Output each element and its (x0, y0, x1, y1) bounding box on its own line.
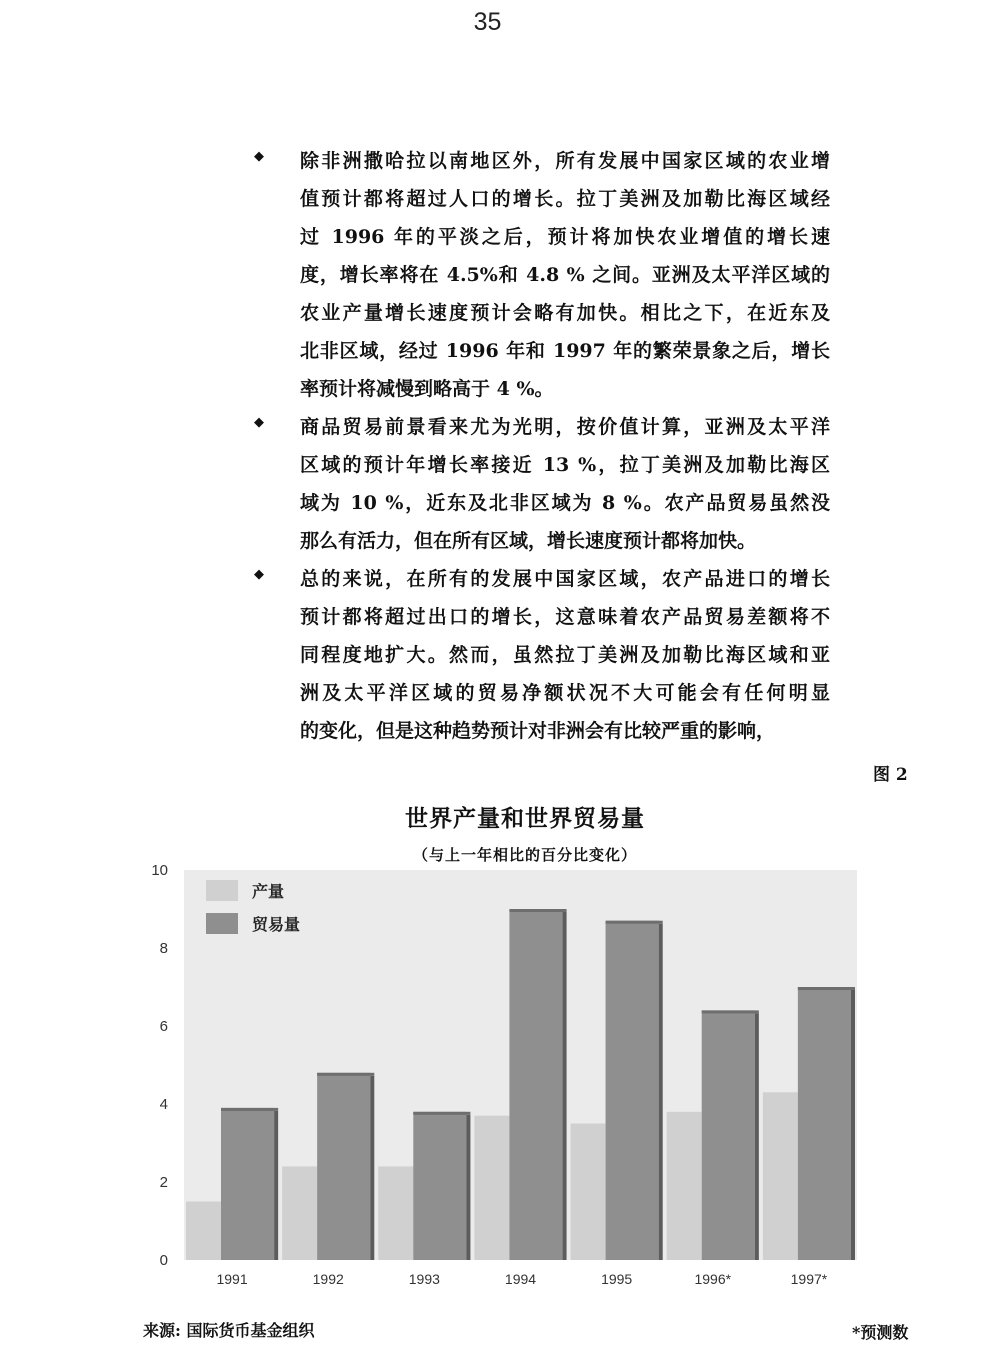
bar-trade-1993 (413, 1112, 466, 1260)
x-tick-label: 1993 (408, 1271, 440, 1287)
paragraph-line: 率预计将减慢到略高于 4 %。 (300, 378, 554, 400)
legend-label-trade: 贸易量 (252, 915, 301, 934)
x-tick-label: 1995 (601, 1271, 633, 1287)
paragraph-line: 域为 10 %，近东及北非区域为 8 %。农产品贸易虽然没 (300, 492, 830, 514)
bar-trade-1992 (317, 1073, 370, 1260)
paragraph-line: 那么有活力，但在所有区域，增长速度预计都将加快。 (300, 530, 757, 552)
paragraph-line: 除非洲撒哈拉以南地区外，所有发展中国家区域的农业增 (300, 150, 830, 172)
bar-trade-1995 (606, 921, 659, 1260)
bar-production-1993 (378, 1166, 413, 1260)
bar-trade-1991 (221, 1108, 274, 1260)
x-tick-label: 1992 (312, 1271, 344, 1287)
figure-label: 图 2 (873, 765, 908, 785)
y-tick-label: 6 (159, 1018, 168, 1035)
y-tick-label: 10 (151, 862, 168, 879)
bar-trade-top (798, 987, 855, 990)
paragraph-line: 的变化，但是这种趋势预计对非洲会有比较严重的影响， (300, 720, 776, 742)
bar-trade-1997 (798, 987, 851, 1260)
paragraph-line: 农业产量增长速度预计会略有加快。相比之下，在近东及 (300, 302, 830, 324)
bar-production-1996 (667, 1112, 702, 1260)
bar-trade-1996 (702, 1010, 755, 1260)
paragraph-line: 商品贸易前景看来尤为光明，按价值计算，亚洲及太平洋 (300, 416, 830, 438)
diamond-bullet-icon: ◆ (254, 415, 264, 430)
source-note: 来源: 国际货币基金组织 (143, 1321, 315, 1340)
y-tick-label: 8 (159, 940, 168, 957)
x-tick-label: 1991 (216, 1271, 248, 1287)
bar-trade-1994 (509, 909, 562, 1260)
bar-trade-top (221, 1108, 278, 1111)
diamond-bullet-icon: ◆ (254, 149, 264, 164)
bar-trade-top (509, 909, 566, 912)
legend-swatch-trade (206, 913, 238, 934)
paragraph-line: 同程度地扩大。然而，虽然拉丁美洲及加勒比海区域和亚 (300, 644, 830, 666)
paragraph-line: 总的来说，在所有的发展中国家区域，农产品进口的增长 (300, 568, 830, 590)
bar-trade-shadow (370, 1076, 374, 1260)
chart-title: 世界产量和世界贸易量 (405, 805, 645, 832)
bar-production-1991 (186, 1202, 221, 1261)
bar-production-1994 (474, 1116, 509, 1260)
y-tick-label: 2 (159, 1174, 168, 1191)
paragraph-line: 值预计都将超过人口的增长。拉丁美洲及加勒比海区域经 (300, 188, 830, 210)
paragraph-line: 北非区域，经过 1996 年和 1997 年的繁荣景象之后，增长 (300, 340, 830, 362)
bar-trade-shadow (563, 912, 567, 1260)
bar-trade-top (606, 921, 663, 924)
diamond-bullet-icon: ◆ (254, 567, 264, 582)
page-number: 35 (473, 8, 502, 36)
bar-trade-shadow (851, 990, 855, 1260)
bar-trade-shadow (755, 1013, 759, 1260)
legend-swatch-production (206, 880, 238, 901)
bar-trade-shadow (659, 924, 663, 1260)
y-tick-label: 0 (159, 1252, 168, 1269)
bar-trade-top (702, 1010, 759, 1013)
bar-production-1992 (282, 1166, 317, 1260)
paragraph-line: 过 1996 年的平淡之后，预计将加快农业增值的增长速 (300, 226, 830, 248)
forecast-footnote: *预测数 (852, 1323, 909, 1342)
bar-trade-top (317, 1073, 374, 1076)
bar-trade-shadow (274, 1111, 278, 1260)
x-tick-label: 1994 (504, 1271, 537, 1287)
bar-trade-shadow (466, 1115, 470, 1260)
x-tick-label: 1997* (790, 1271, 828, 1287)
bar-production-1997 (763, 1092, 798, 1260)
chart-subtitle: （与上一年相比的百分比变化） (412, 846, 637, 864)
paragraph-line: 预计都将超过出口的增长，这意味着农产品贸易差额将不 (300, 606, 830, 628)
bar-production-1995 (571, 1124, 606, 1261)
bar-trade-top (413, 1112, 470, 1115)
paragraph-line: 洲及太平洋区域的贸易净额状况不大可能会有任何明显 (300, 682, 830, 704)
legend-label-production: 产量 (252, 882, 285, 901)
paragraph-line: 度，增长率将在 4.5%和 4.8 % 之间。亚洲及太平洋区域的 (300, 264, 830, 286)
x-tick-label: 1996* (694, 1271, 732, 1287)
y-tick-label: 4 (159, 1096, 168, 1113)
paragraph-line: 区域的预计年增长率接近 13 %，拉丁美洲及加勒比海区 (300, 454, 830, 476)
